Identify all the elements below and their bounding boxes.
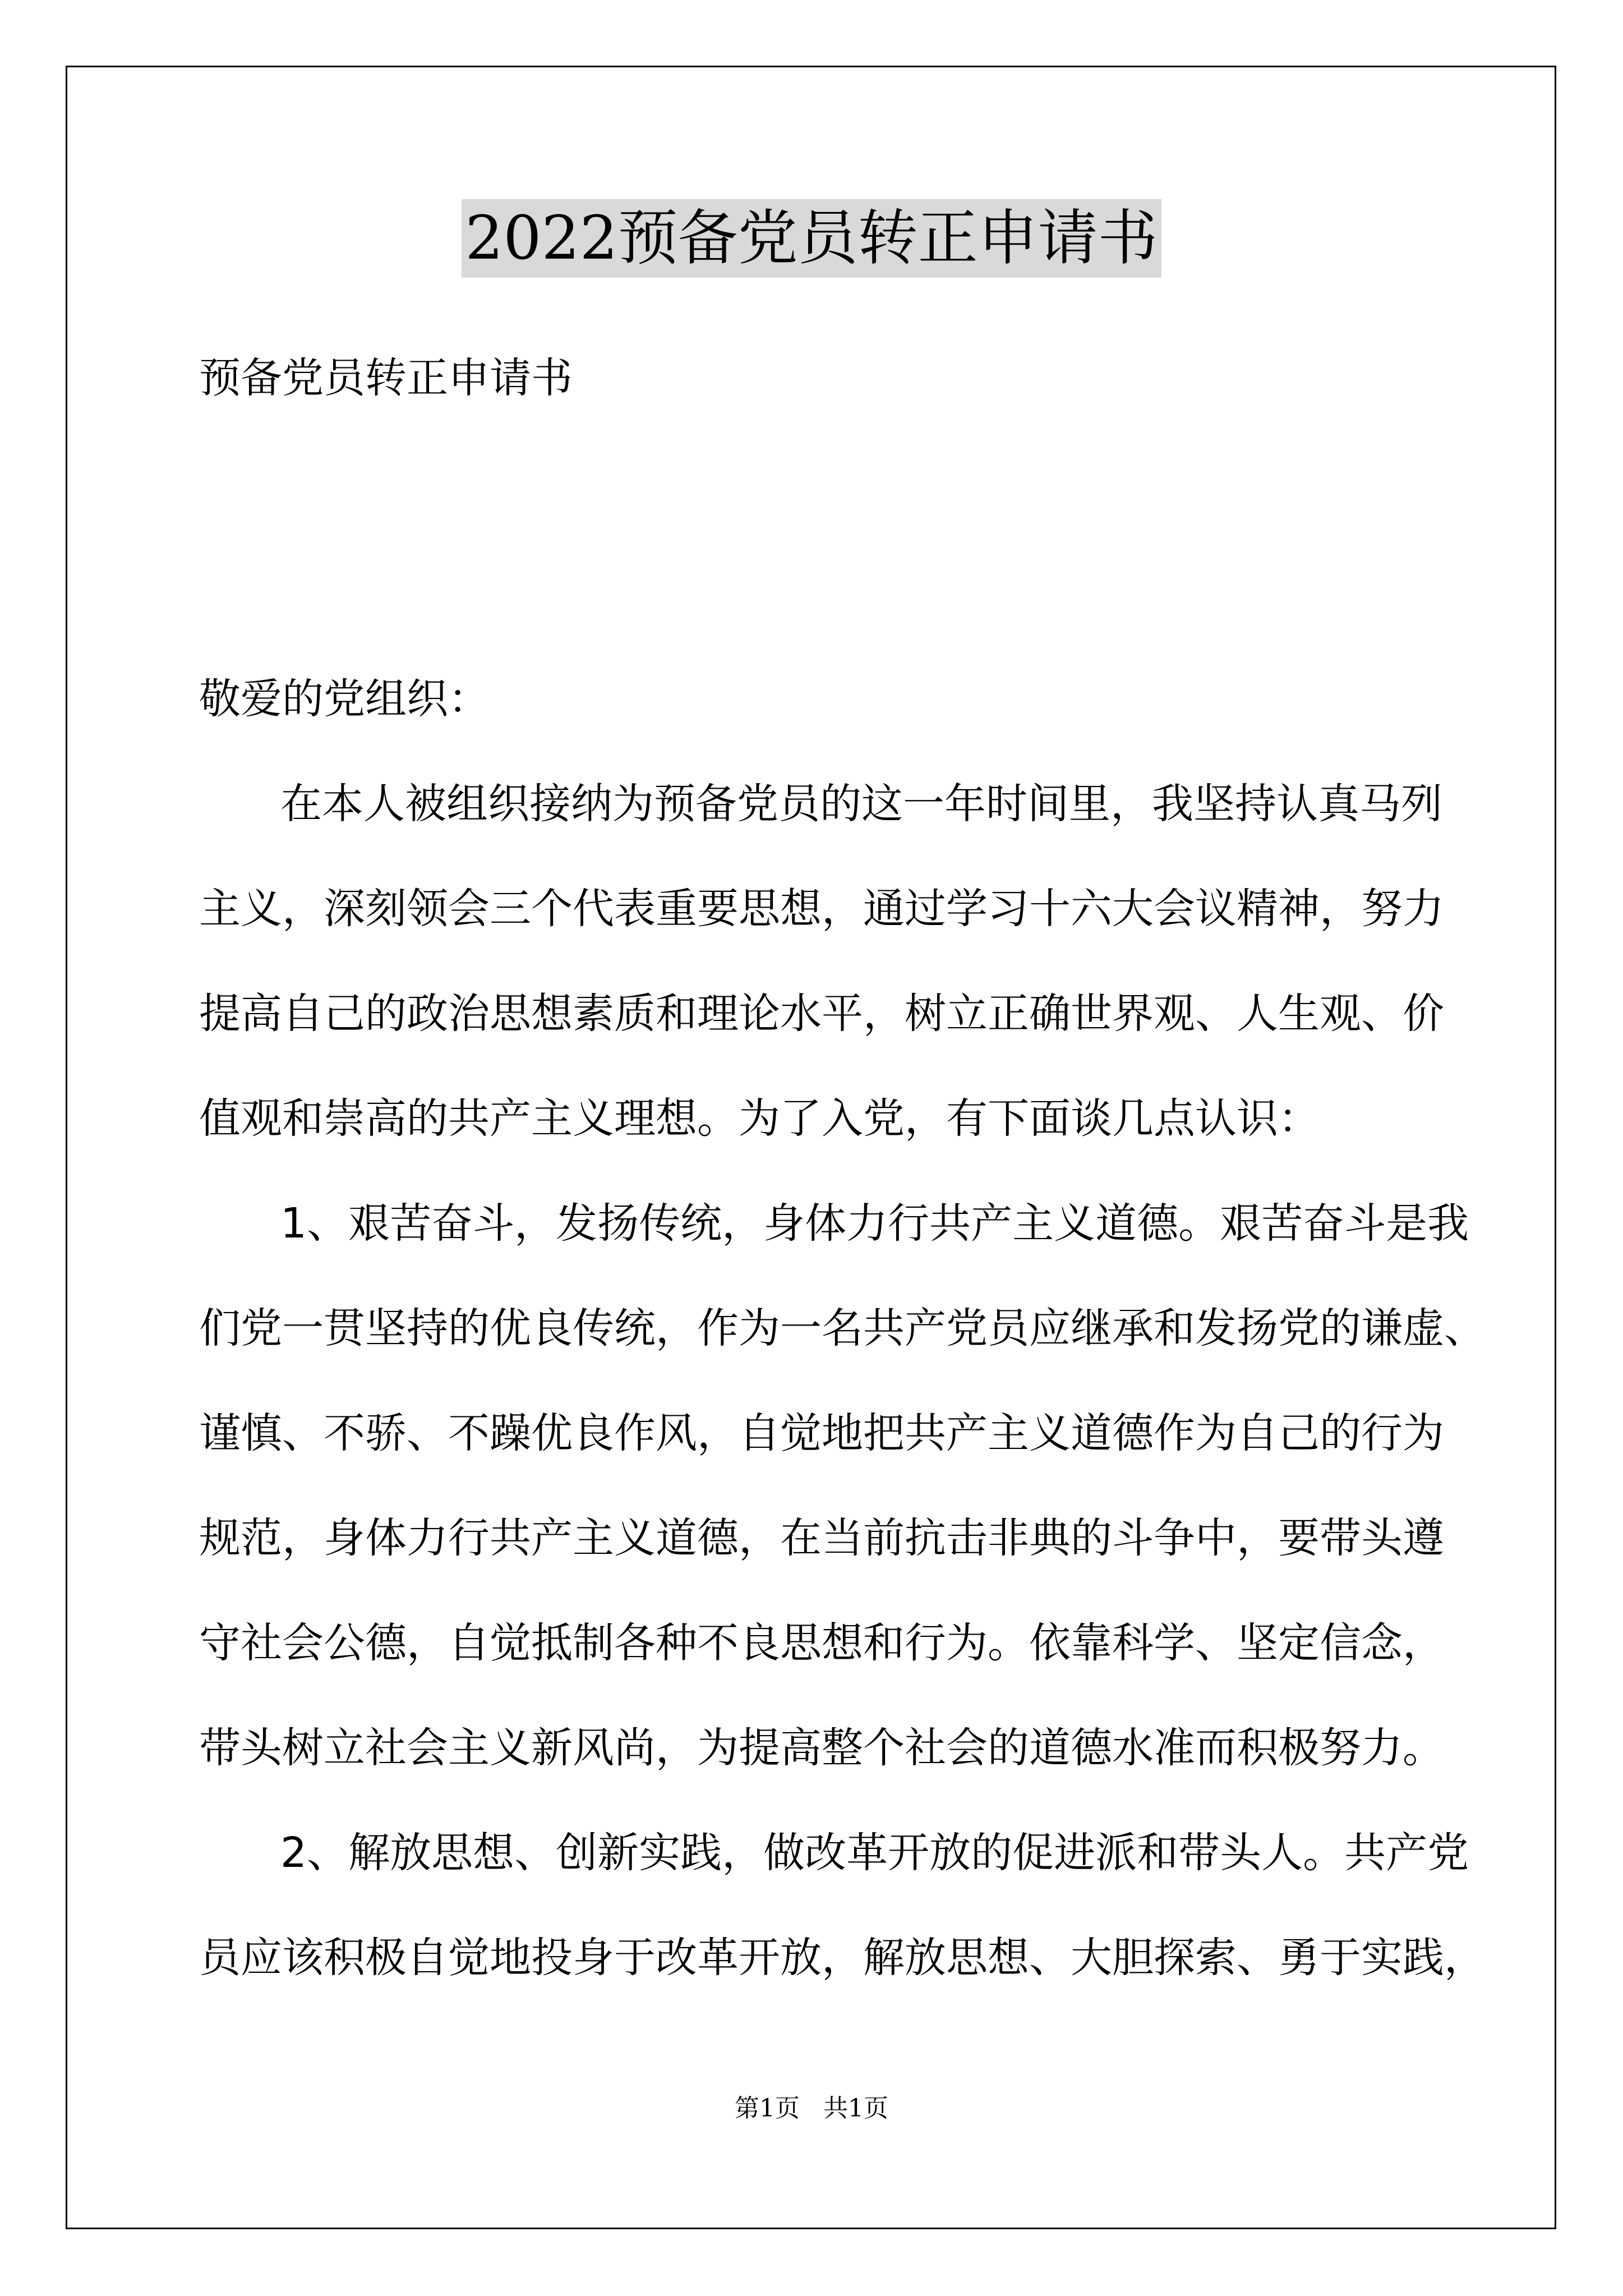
document-title: 2022预备党员转正申请书 bbox=[462, 199, 1161, 278]
body-line: 守社会公德，自觉抵制各种不良思想和行为。依靠科学、坚定信念， bbox=[199, 1619, 1444, 1667]
body-line: 谨慎、不骄、不躁优良作风，自觉地把共产主义道德作为自己的行为 bbox=[199, 1409, 1444, 1457]
body-line: 带头树立社会主义新风尚，为提高整个社会的道德水准而积极努力。 bbox=[199, 1724, 1444, 1772]
body-line: 们党一贯坚持的优良传统，作为一名共产党员应继承和发扬党的谦虚、 bbox=[199, 1304, 1486, 1352]
document-subtitle: 预备党员转正申请书 bbox=[199, 354, 573, 402]
page-footer: 第1页 共1页 bbox=[735, 2094, 888, 2123]
body-line: 规范，身体力行共产主义道德，在当前抗击非典的斗争中，要带头遵 bbox=[199, 1514, 1444, 1562]
title-container bbox=[0, 199, 1623, 278]
body-line: 提高自己的政治思想素质和理论水平，树立正确世界观、人生观、价 bbox=[199, 990, 1444, 1038]
body-line: 1、艰苦奋斗，发扬传统，身体力行共产主义道德。艰苦奋斗是我 bbox=[280, 1199, 1469, 1248]
body-line: 主义，深刻领会三个代表重要思想，通过学习十六大会议精神，努力 bbox=[199, 885, 1444, 933]
body-line: 值观和崇高的共产主义理想。为了入党，有下面谈几点认识： bbox=[199, 1094, 1320, 1143]
body-line: 在本人被组织接纳为预备党员的这一年时间里，我坚持认真马列 bbox=[280, 780, 1442, 828]
body-line: 2、解放思想、创新实践，做改革开放的促进派和带头人。共产党 bbox=[280, 1829, 1469, 1877]
body-line: 员应该积极自觉地投身于改革开放，解放思想、大胆探索、勇于实践， bbox=[199, 1934, 1486, 1982]
salutation: 敬爱的党组织： bbox=[199, 675, 490, 723]
